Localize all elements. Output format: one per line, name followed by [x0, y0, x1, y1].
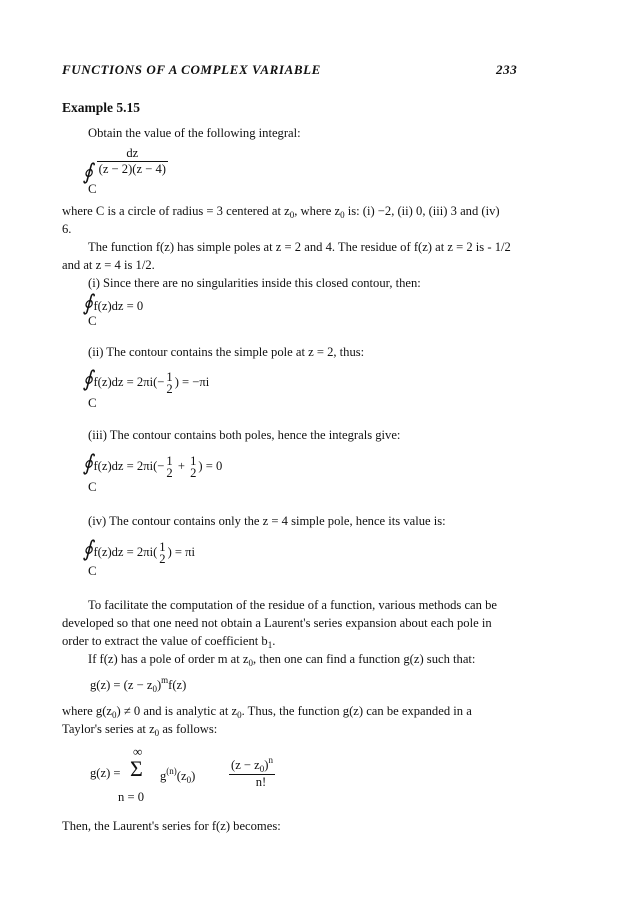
contour-integral-symbol: ∮ — [82, 366, 93, 391]
text-line: 6. — [62, 222, 72, 236]
text-fragment: order to extract the value of coefficient b — [62, 634, 268, 648]
contour-integral-symbol: ∮ — [82, 290, 93, 315]
equation-text: ) = 0 — [198, 459, 223, 473]
equation-text: ) = −πi — [174, 375, 210, 389]
g-definition-equation — [90, 675, 186, 694]
text-fragment: is: (i) −2, (ii) 0, (iii) 3 and (iv) — [344, 204, 500, 218]
running-header-title: FUNCTIONS OF A COMPLEX VARIABLE — [62, 62, 321, 77]
fraction-denominator: (z − 2)(z − 4) — [98, 162, 166, 176]
fraction-numerator: 1 — [166, 454, 173, 469]
example-title: Example 5.15 — [62, 100, 141, 115]
fraction — [164, 371, 174, 395]
contour-label: C — [88, 181, 97, 196]
text-line — [88, 650, 475, 672]
text-fragment: as follows: — [159, 722, 218, 736]
contour-integral-symbol: ∮ — [82, 450, 93, 475]
equation-text: f(z)dz = 2πi(− — [93, 375, 165, 389]
fraction-numerator: 1 — [190, 454, 197, 469]
fraction-denominator: n! — [229, 774, 275, 790]
fraction-denominator: 2 — [190, 466, 197, 481]
text-fragment: Taylor's series at z — [62, 722, 155, 736]
sigma-glyph: Σ — [130, 756, 143, 781]
contour-label: C — [88, 313, 97, 328]
text-line: (ii) The contour contains the simple pole at z = 2, thus: — [88, 345, 365, 359]
integral-equation-ii — [82, 366, 209, 395]
superscript: (n) — [166, 766, 177, 776]
equation-text: (z − z — [231, 758, 260, 772]
text-fragment: . Thus, the function g(z) can be expanded in a — [241, 704, 472, 718]
subscript: 1 — [267, 640, 273, 650]
subscript: 0 — [186, 775, 192, 785]
equation-text: ) — [156, 678, 162, 692]
sum-upper-limit: ∞ — [133, 744, 143, 759]
text-line: and at z = 4 is 1/2. — [62, 258, 155, 272]
text-fragment: where g(z — [62, 704, 112, 718]
subscript: 0 — [152, 684, 157, 694]
text-fragment: , then one can find a function g(z) such that: — [253, 652, 476, 666]
contour-integral-symbol: ∮ — [82, 536, 93, 561]
subscript: 0 — [289, 210, 295, 220]
equation-text: + — [174, 459, 189, 473]
text-line: (i) Since there are no singularities inside this closed contour, then: — [88, 276, 421, 290]
subscript: 0 — [340, 210, 345, 220]
taylor-series-lhs: g(z) = — [90, 766, 121, 780]
fraction — [157, 541, 167, 565]
contour-label: C — [88, 479, 97, 494]
fraction-numerator: dz — [126, 146, 139, 160]
integral-equation-1 — [82, 146, 168, 185]
text-fragment: where C is a circle of radius = 3 centered at z — [62, 204, 290, 218]
superscript: n — [268, 755, 273, 765]
equation-text: ) — [191, 769, 196, 783]
text-line: developed so that one need not obtain a Laurent's series expansion about each pole in — [62, 616, 492, 630]
equation-text: ) = πi — [167, 545, 196, 559]
subscript: 0 — [112, 710, 117, 720]
equation-text: ) — [264, 758, 269, 772]
fraction-denominator: 2 — [166, 466, 173, 481]
summation-symbol — [130, 756, 143, 782]
equation-text: g — [160, 769, 167, 783]
text-line: The function f(z) has simple poles at z = 2 and 4. The residue of f(z) at z = 2 is - 1/2 — [88, 240, 511, 254]
equation-text: f(z) — [168, 678, 187, 692]
fraction — [188, 455, 198, 479]
text-line: To facilitate the computation of the residue of a function, various methods can be — [88, 598, 497, 612]
text-line: Then, the Laurent's series for f(z) becomes: — [62, 819, 281, 833]
text-fragment: , where z — [294, 204, 341, 218]
fraction-numerator: 1 — [159, 540, 166, 555]
subscript: 0 — [237, 710, 242, 720]
contour-label: C — [88, 563, 97, 578]
equation-text: (z — [176, 769, 187, 783]
fraction-numerator: 1 — [166, 370, 173, 385]
contour-integral-symbol: ∮ — [82, 159, 93, 184]
subscript: 0 — [154, 728, 160, 738]
equation-text: f(z)dz = 2πi( — [93, 545, 158, 559]
text-line: (iii) The contour contains both poles, hence the integrals give: — [88, 428, 401, 442]
fraction-denominator: 2 — [159, 552, 166, 567]
integral-equation-iii — [82, 450, 222, 479]
text-fragment: If f(z) has a pole of order m at z — [88, 652, 249, 666]
superscript: m — [161, 675, 169, 685]
text-line: Obtain the value of the following integral: — [88, 126, 301, 140]
text-line — [62, 202, 500, 224]
taylor-term — [160, 766, 195, 785]
page-number: 233 — [496, 62, 518, 77]
sum-lower-limit: n = 0 — [118, 790, 144, 804]
fraction — [229, 755, 275, 790]
equation-text: f(z)dz = 2πi(− — [93, 459, 165, 473]
fraction-denominator: 2 — [166, 382, 173, 397]
text-line — [62, 720, 217, 742]
subscript: 0 — [259, 764, 265, 774]
subscript: 0 — [248, 658, 253, 668]
text-line: (iv) The contour contains only the z = 4 simple pole, hence its value is: — [88, 514, 446, 528]
equation-text: f(z)dz = 0 — [93, 299, 144, 313]
integral-equation-iv — [82, 536, 195, 565]
text-fragment: ) ≠ 0 and is analytic at z — [116, 704, 238, 718]
fraction — [164, 455, 174, 479]
equation-text: g(z) = (z − z — [90, 678, 153, 692]
fraction — [97, 146, 168, 177]
fraction-numerator — [229, 755, 275, 774]
contour-label: C — [88, 395, 97, 410]
taylor-fraction — [229, 755, 275, 790]
text-fragment: . — [272, 634, 276, 648]
